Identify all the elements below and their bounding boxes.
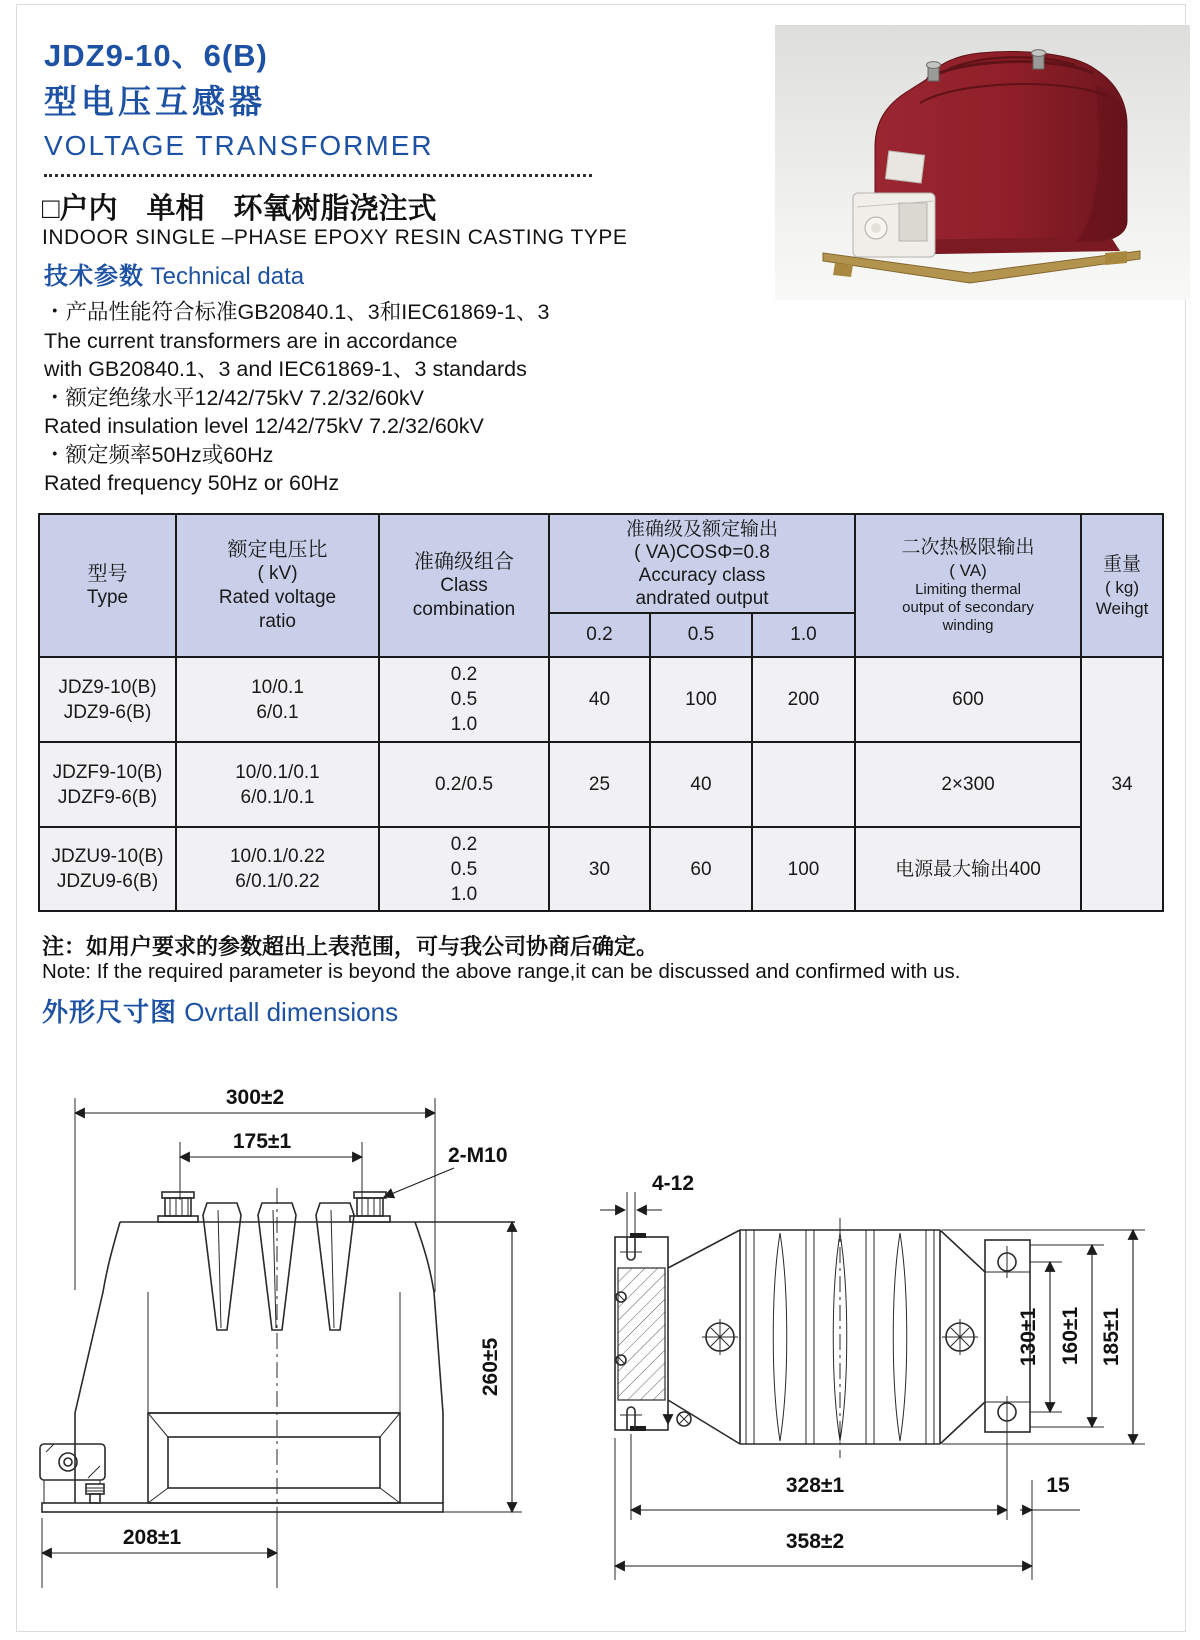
cell-output-0.2: 40 (549, 657, 650, 742)
dimensions-heading (42, 992, 398, 1029)
dim-front-terminal-spacing: 175±1 (232, 1130, 292, 1153)
cell-ratio: 10/0.1/0.22 6/0.1/0.22 (176, 827, 379, 911)
cell-thermal: 600 (855, 657, 1081, 742)
dim-front-base: 208±1 (122, 1526, 182, 1549)
page-title: JDZ9-10、6(B) (44, 38, 268, 73)
tech-line: Rated insulation level 12/42/75kV 7.2/32/60kV (44, 414, 484, 438)
cell-class: 0.2/0.5 (379, 742, 549, 827)
cell-output-0.2: 25 (549, 742, 650, 827)
dim-side-hole-spacing: 130±1 (1017, 1307, 1040, 1367)
dimensions-heading-cn: 外形尺寸图 (42, 997, 178, 1027)
table-row (39, 827, 1163, 911)
dimensions-heading-en: Ovrtall dimensions (184, 997, 399, 1027)
dim-front-thread: 2-M10 (448, 1144, 508, 1167)
note-english: Note: If the required parameter is beyond the above range,it can be discussed and confirmed with us. (42, 960, 961, 983)
table-row (39, 657, 1163, 742)
col-header-accuracy-0.5: 0.5 (650, 613, 752, 657)
cell-type: JDZU9-10(B) JDZU9-6(B) (39, 827, 176, 911)
dim-side-edge-offset: 15 (1046, 1474, 1070, 1497)
subtitle-chinese: □户内 单相 环氧树脂浇注式 (42, 193, 437, 225)
tech-line: The current transformers are in accordance (44, 328, 458, 353)
table-row (39, 742, 1163, 827)
title-chinese: 型电压互感器 (44, 83, 266, 120)
cell-ratio: 10/0.1 6/0.1 (176, 657, 379, 742)
spec-table (38, 513, 1164, 912)
cell-output-0.5: 60 (650, 827, 752, 911)
dim-side-hole: 4-12 (652, 1172, 695, 1195)
front-terminal-box (40, 1444, 105, 1503)
cell-class: 0.2 0.5 1.0 (379, 657, 549, 742)
col-header-ratio: 额定电压比 ( kV) Rated voltage ratio (176, 514, 379, 657)
note-chinese: 注：如用户要求的参数超出上表范围，可与我公司协商后确定。 (42, 934, 659, 959)
col-header-class-combination: 准确级组合 Class combination (379, 514, 549, 657)
front-view-drawing (10, 1040, 550, 1605)
tech-line: ・额定绝缘水平12/42/75kV 7.2/32/60kV (44, 385, 425, 410)
front-terminal-bolt (158, 1192, 198, 1222)
terminal-box (853, 193, 935, 257)
front-base-plate (42, 1503, 443, 1512)
cell-output-1.0: 200 (752, 657, 855, 742)
cell-output-1.0 (752, 742, 855, 827)
product-photo (775, 25, 1190, 300)
col-header-accuracy-1.0: 1.0 (752, 613, 855, 657)
dotted-divider (44, 158, 592, 177)
technical-data-heading-en: Technical data (150, 263, 305, 290)
cell-output-1.0: 100 (752, 827, 855, 911)
front-body-right (415, 1222, 443, 1503)
subtitle-english: INDOOR SINGLE –PHASE EPOXY RESIN CASTING TYPE (42, 226, 628, 249)
technical-data-heading (44, 256, 304, 291)
dim-front-overall-width: 300±2 (225, 1086, 285, 1109)
side-view-drawing (580, 1040, 1200, 1605)
cell-ratio: 10/0.1/0.1 6/0.1/0.1 (176, 742, 379, 827)
col-header-thermal-limit: 二次热极限输出 ( VA) Limiting thermal output of secondary winding (855, 514, 1081, 657)
technical-data-heading-cn: 技术参数 (44, 263, 144, 290)
side-ribbed-body (702, 1218, 978, 1458)
cell-output-0.2: 30 (549, 827, 650, 911)
cell-thermal: 2×300 (855, 742, 1081, 827)
cell-thermal: 电源最大输出400 (855, 827, 1081, 911)
col-header-type: 型号 Type (39, 514, 176, 657)
cell-output-0.5: 100 (650, 657, 752, 742)
tech-line: with GB20840.1、3 and IEC61869-1、3 standards (44, 357, 527, 381)
technical-data-text (44, 298, 549, 498)
tech-line: ・产品性能符合标准GB20840.1、3和IEC61869-1、3 (44, 300, 550, 324)
front-lower-block (148, 1413, 400, 1503)
dim-side-overall-length: 358±2 (785, 1530, 845, 1553)
col-header-accuracy-output: 准确级及额定输出 ( VA)COSΦ=0.8 Accuracy class andrated output (549, 514, 855, 613)
cell-type: JDZ9-10(B) JDZ9-6(B) (39, 657, 176, 742)
front-body-left (75, 1222, 120, 1503)
cell-class: 0.2 0.5 1.0 (379, 827, 549, 911)
dim-side-overall-height: 185±1 (1100, 1307, 1123, 1367)
cell-weight: 34 (1081, 657, 1163, 911)
title-english: VOLTAGE TRANSFORMER (44, 130, 434, 161)
cell-type: JDZF9-10(B) JDZF9-6(B) (39, 742, 176, 827)
tech-line: Rated frequency 50Hz or 60Hz (44, 471, 340, 495)
col-header-weight: 重量 ( kg) Weihgt (1081, 514, 1163, 657)
dim-front-height: 260±5 (479, 1337, 502, 1397)
col-header-accuracy-0.2: 0.2 (549, 613, 650, 657)
dim-side-flange-height: 160±1 (1059, 1306, 1082, 1366)
dim-side-mount-length: 328±1 (785, 1474, 845, 1497)
cell-output-0.5: 40 (650, 742, 752, 827)
tech-line: ・额定频率50Hz或60Hz (44, 442, 274, 467)
